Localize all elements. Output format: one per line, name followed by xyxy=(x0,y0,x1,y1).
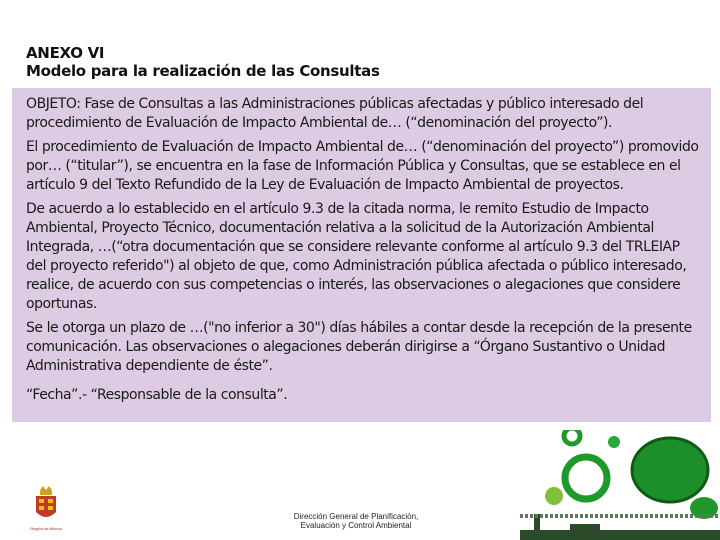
deco-dot-lime xyxy=(545,487,563,505)
crest-caption: Región de Murcia xyxy=(30,526,62,531)
region-crest-logo xyxy=(26,486,66,534)
landscape-decoration xyxy=(510,430,720,540)
deco-dot-small xyxy=(608,436,620,448)
paragraph-objeto: OBJETO: Fase de Consultas a las Administraciones públicas afectadas y público interesado del procedimiento de Evaluación de Impacto Ambiental de… (“denominación del proyecto”). xyxy=(26,96,644,131)
annex-subtitle: Modelo para la realización de las Consultas xyxy=(26,62,380,80)
department-footer xyxy=(275,512,437,530)
deco-blob-right xyxy=(690,497,718,519)
consultation-model-panel xyxy=(12,88,711,422)
deco-blob-large xyxy=(632,438,708,502)
deco-ring-medium xyxy=(565,457,607,499)
paragraph-fecha-responsable: “Fecha”.- “Responsable de la consulta”. xyxy=(26,387,288,403)
footer-line-2: Evaluación y Control Ambiental xyxy=(300,521,412,530)
paragraph-plazo: Se le otorga un plazo de …("no inferior a 30") días hábiles a contar desde la recepción de la presente comunicación. Las observaciones o alegaciones deberán dirigirse a “Órgano Sustantivo o Unidad Administrativa dependiente de éste”. xyxy=(26,320,692,374)
paragraph-documentacion: De acuerdo a lo establecido en el artículo 9.3 de la citada norma, le remito Estudio de Impacto Ambiental, Proyecto Técnico, documentación relativa a la solicitud de la Autorización Ambiental Integrada, …(“otra documentación que se considere relevante conforme al artículo 9.3 del TRLEIAP del proyecto referido") al objeto de que, como Administración pública afectada o público interesado, realice, de acuerdo con sus competencias o interés, las observaciones o alegaciones que considere oportunas. xyxy=(26,201,687,312)
annex-title: ANEXO VI xyxy=(26,44,105,62)
page-heading xyxy=(26,44,686,80)
paragraph-procedimiento: El procedimiento de Evaluación de Impacto Ambiental de… (“denominación del proyecto”) promovido por… (“titular”), se encuentra en la fase de Información Pública y Consultas, que se establece en el artículo 9 del Texto Refundido de la Ley de Evaluación de Impacto Ambiental de proyectos. xyxy=(26,139,699,193)
footer-line-1: Dirección General de Planificación, xyxy=(293,512,419,521)
deco-circle-small xyxy=(564,430,580,444)
